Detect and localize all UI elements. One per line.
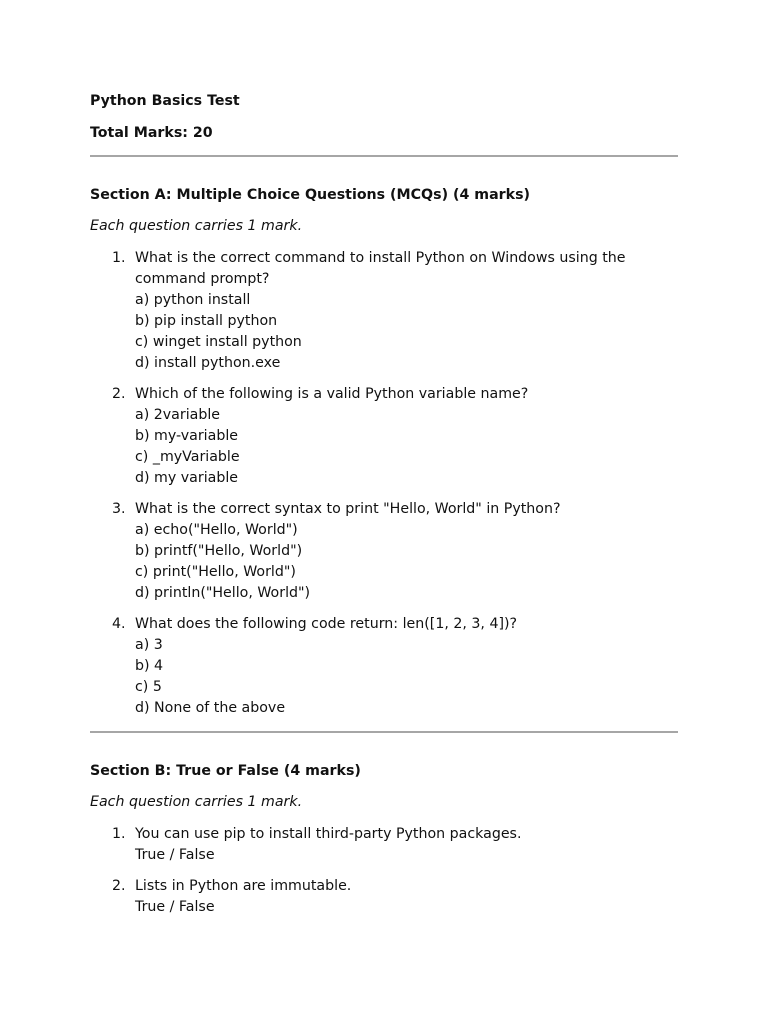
question-text: Lists in Python are immutable.: [135, 878, 352, 894]
section-b: [90, 762, 678, 918]
question-text: You can use pip to install third-party Python packages.: [135, 826, 522, 842]
question-item: [90, 384, 678, 489]
section-b-heading: Section B: True or False (4 marks): [90, 763, 361, 779]
total-marks: Total Marks: 20: [90, 125, 213, 141]
answer-option: c) 5: [135, 679, 162, 695]
section-a-note: Each question carries 1 mark.: [90, 218, 303, 234]
question-item: [90, 499, 678, 604]
answer-option: True / False: [135, 847, 215, 863]
question-number: 1.: [112, 826, 126, 842]
question-number: 2.: [112, 386, 126, 402]
answer-option: True / False: [135, 899, 215, 915]
question-text: Which of the following is a valid Python variable name?: [135, 386, 529, 402]
divider: [90, 155, 678, 157]
answer-option: b) 4: [135, 658, 164, 674]
answer-option: a) echo("Hello, World"): [135, 522, 298, 538]
question-number: 4.: [112, 616, 126, 632]
question-item: [90, 824, 678, 866]
question-item: [90, 614, 678, 719]
question-number: 3.: [112, 501, 126, 517]
section-a-heading: Section A: Multiple Choice Questions (MCQs) (4 marks): [90, 187, 530, 203]
section-a-questions: [90, 248, 678, 719]
test-document: [90, 92, 678, 918]
question-item: [90, 248, 678, 374]
answer-option: a) python install: [135, 292, 251, 308]
answer-option: a) 3: [135, 637, 163, 653]
section-b-note: Each question carries 1 mark.: [90, 794, 303, 810]
question-text: What is the correct command to install Python on Windows using the command prompt?: [135, 250, 626, 287]
answer-option: b) printf("Hello, World"): [135, 543, 303, 559]
section-a: [90, 186, 678, 719]
answer-option: c) winget install python: [135, 334, 302, 350]
question-number: 1.: [112, 250, 126, 266]
answer-option: d) install python.exe: [135, 355, 281, 371]
question-text: What does the following code return: len([1, 2, 3, 4])?: [135, 616, 518, 632]
question-number: 2.: [112, 878, 126, 894]
question-item: [90, 876, 678, 918]
answer-option: d) my variable: [135, 470, 239, 486]
answer-option: c) print("Hello, World"): [135, 564, 296, 580]
answer-option: d) println("Hello, World"): [135, 585, 311, 601]
answer-option: b) pip install python: [135, 313, 278, 329]
document-title: Python Basics Test: [90, 93, 240, 109]
section-b-questions: [90, 824, 678, 918]
answer-option: d) None of the above: [135, 700, 286, 716]
answer-option: c) _myVariable: [135, 449, 240, 465]
answer-option: b) my-variable: [135, 428, 238, 444]
answer-option: a) 2variable: [135, 407, 221, 423]
question-text: What is the correct syntax to print "Hello, World" in Python?: [135, 501, 561, 517]
divider: [90, 731, 678, 733]
